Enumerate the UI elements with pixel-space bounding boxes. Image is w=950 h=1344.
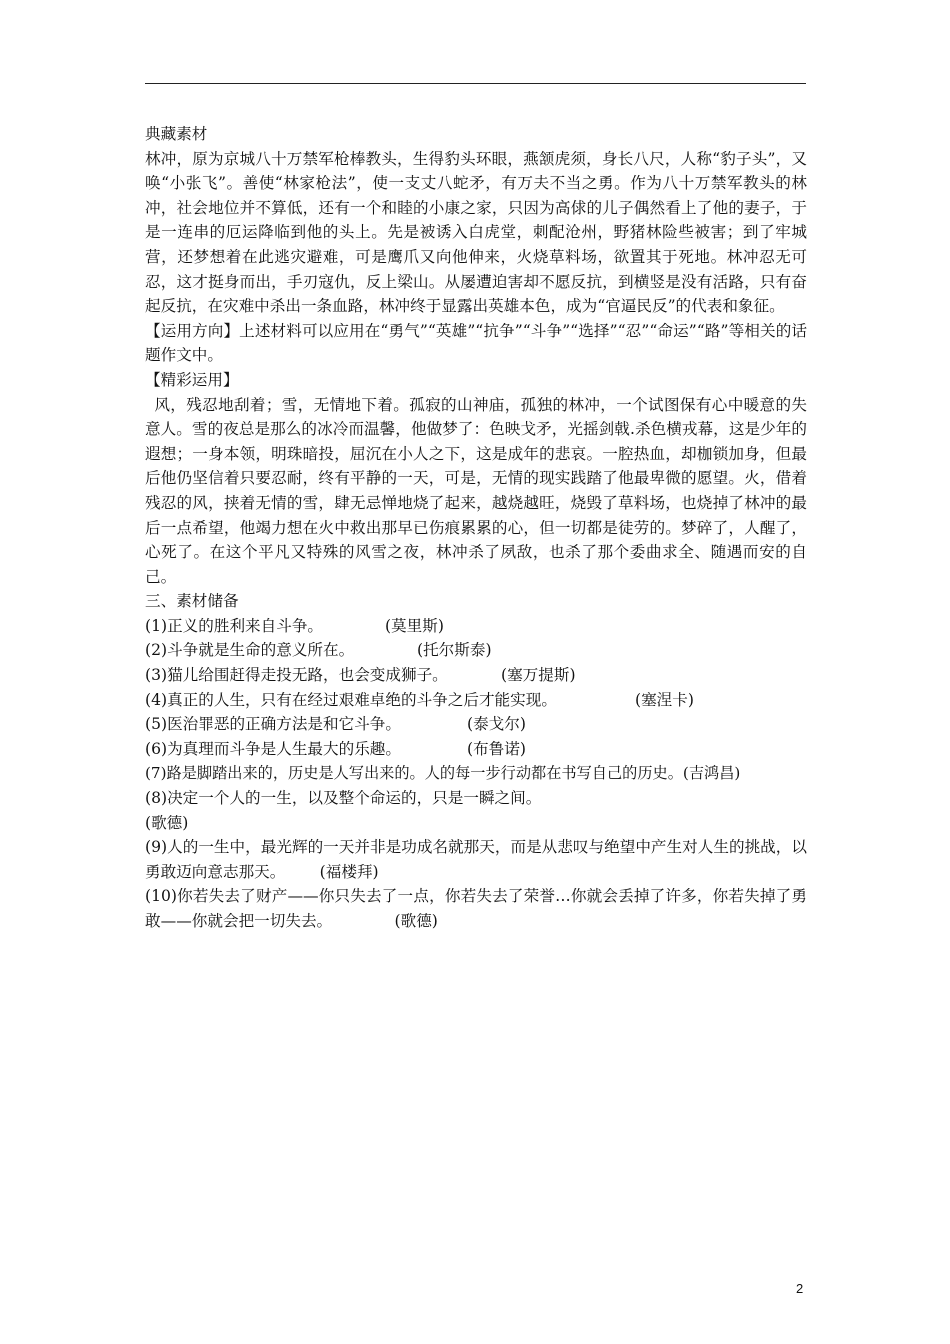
reserve-heading: 三、素材储备 <box>145 592 239 611</box>
quote-item <box>145 835 807 884</box>
header-rule <box>145 83 806 84</box>
quote-item <box>145 737 807 762</box>
quote-text: (9)人的一生中，最光辉的一天并非是功成名就那天，而是从悲叹与绝望中产生对人生的挑战，以勇敢迈向意志那天。 <box>145 838 807 881</box>
quote-item <box>145 638 807 663</box>
quote-author: (歌德) <box>145 813 189 832</box>
material-heading: 典藏素材 <box>145 125 208 143</box>
quote-author: (塞涅卡) <box>635 690 694 709</box>
quote-text: (3)猫儿给围赶得走投无路，也会变成狮子。 <box>145 666 448 685</box>
quote-author: (歌德) <box>394 912 438 930</box>
quote-author: (布鲁诺) <box>467 739 526 758</box>
quote-item <box>145 688 807 713</box>
document-body <box>145 122 807 934</box>
quote-item <box>145 884 807 933</box>
quote-author: (莫里斯) <box>385 616 444 635</box>
usage-paragraph: 【运用方向】上述材料可以应用在“勇气”“英雄”“抗争”“斗争”“选择”“忍”“命运”“路”等相关的话题作文中。 <box>145 321 807 365</box>
material-paragraph: 林冲，原为京城八十万禁军枪棒教头，生得豹头环眼，燕颔虎须，身长八尺，人称“豹子头”，又唤“小张飞”。善使“林家枪法”，使一支丈八蛇矛，有万夫不当之勇。作为八十万禁军教头的林冲，社会地位并不算低，还有一个和睦的小康之家，只因为高俅的儿子偶然看上了他的妻子，于是一连串的厄运降临到他的头上。先是被诱入白虎堂，刺配沧州，野猪林险些被害；到了牢城营，还梦想着在此逃灾避难，可是鹰爪又向他伸来，火烧草料场，欲置其于死地。林冲忍无可忍，这才挺身而出，手刃寇仇，反上梁山。从屡遭迫害却不愿反抗，到横竖是没有活路，只有奋起反抗，在灾难中杀出一条血路，林冲终于显露出英雄本色，成为“官逼民反”的代表和象征。 <box>145 149 807 316</box>
quote-text: (1)正义的胜利来自斗争。 <box>145 616 324 635</box>
quote-author: (福楼拜) <box>319 862 379 881</box>
quote-text: (4)真正的人生，只有在经过艰难卓绝的斗争之后才能实现。 <box>145 690 557 709</box>
quote-author: (托尔斯泰) <box>417 641 492 660</box>
quote-item <box>145 614 807 639</box>
quote-item: (8)决定一个人的一生，以及整个命运的，只是一瞬之间。 <box>145 789 542 808</box>
quote-item <box>145 712 807 737</box>
quote-item: (7)路是脚踏出来的，历史是人写出来的。人的每一步行动都在书写自己的历史。(吉鸿昌) <box>145 764 741 783</box>
quote-item <box>145 663 807 688</box>
quote-text: (5)医治罪恶的正确方法是和它斗争。 <box>145 715 401 734</box>
quote-text: (2)斗争就是生命的意义所在。 <box>145 641 355 660</box>
quote-text: (10)你若失去了财产——你只失去了一点，你若失去了荣誉…你就会丢掉了许多，你若失掉了勇敢——你就会把一切失去。 <box>145 887 807 930</box>
example-heading: 【精彩运用】 <box>145 370 239 389</box>
quote-text: (6)为真理而斗争是人生最大的乐趣。 <box>145 739 401 758</box>
quote-author: (塞万提斯) <box>501 666 576 685</box>
example-paragraph: 风，残忍地刮着；雪，无情地下着。孤寂的山神庙，孤独的林冲，一个试图保有心中暖意的失意人。雪的夜总是那么的冰冷而温馨，他做梦了：色映戈矛，光摇剑戟.杀色横戎幕，这是少年的遐想；一身本领，明珠暗投，屈沉在小人之下，这是成年的悲哀。一腔热血，却枷锁加身，但最后他仍坚信着只要忍耐，终有平静的一天，可是，无情的现实践踏了他最卑微的愿望。火，借着残忍的风，挟着无情的雪，肆无忌惮地烧了起来，越烧越旺，烧毁了草料场，也烧掉了林冲的最后一点希望，他竭力想在火中救出那早已伤痕累累的心，但一切都是徒劳的。梦碎了，人醒了，心死了。在这个平凡又特殊的风雪之夜，林冲杀了夙敌，也杀了那个委曲求全、随遇而安的自己。 <box>145 395 807 586</box>
page-number: 2 <box>796 1281 804 1296</box>
quote-author: (泰戈尔) <box>467 715 526 734</box>
